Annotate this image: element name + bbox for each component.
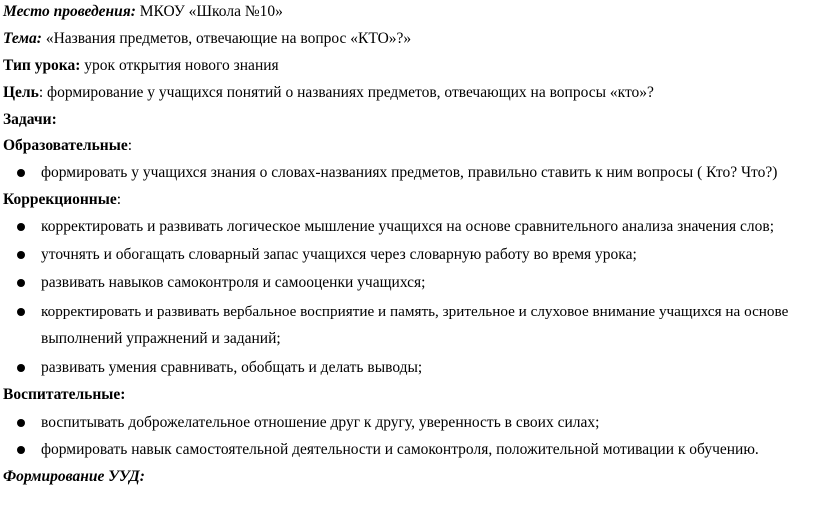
correctional-heading: Коррекционные (3, 191, 117, 208)
bullet-icon (17, 251, 25, 259)
goal-line (3, 83, 654, 103)
venue-line (3, 2, 283, 22)
list-item: формировать у учащихся знания о словах-названиях предметов, правильно ставить к ним вопросы ( Кто? Что?) (41, 164, 778, 181)
bullet-icon (17, 419, 25, 427)
educational-heading-line (3, 136, 132, 156)
correctional-heading-line (3, 190, 121, 210)
lesson-type-line (3, 56, 279, 76)
list-item: формировать навык самостоятельной деятельности и самоконтроля, положительной мотивации к обучению. (41, 441, 759, 458)
list-item: развивать навыков самоконтроля и самооценки учащихся; (41, 274, 426, 291)
list-item: развивать умения сравнивать, обобщать и делать выводы; (41, 359, 423, 376)
educational-heading: Образовательные (3, 137, 128, 154)
list-item: корректировать и развивать логическое мышление учащихся на основе сравнительного анализа значения слов; (41, 218, 775, 235)
goal-label: Цель (3, 84, 39, 101)
goal-value: : формирование у учащихся понятий о названиях предметов, отвечающих на вопросы «кто»? (38, 84, 654, 101)
correctional-colon: : (116, 191, 122, 208)
educational-colon: : (127, 137, 133, 154)
topic-line (3, 29, 411, 49)
bullet-icon (17, 169, 25, 177)
list-item: корректировать и развивать вербальное восприятие и память, зрительное и слуховое внимание учащихся на основе (41, 303, 789, 320)
tasks-heading: Задачи: (3, 111, 57, 128)
bullet-icon (17, 364, 25, 372)
list-item: уточнять и обогащать словарный запас учащихся через словарную работу во время урока; (41, 246, 637, 263)
upbringing-heading: Воспитательные: (3, 386, 126, 403)
topic-value: «Названия предметов, отвечающие на вопрос «КТО»?» (41, 30, 412, 47)
list-item: воспитывать доброжелательное отношение друг к другу, уверенность в своих силах; (41, 414, 600, 431)
list-item-continuation: выполнений упражнений и заданий; (41, 330, 281, 347)
topic-label: Тема: (3, 30, 42, 47)
bullet-icon (17, 223, 25, 231)
bullet-icon (17, 446, 25, 454)
uud-heading: Формирование УУД: (3, 468, 145, 485)
lesson-type-label: Тип урока: (3, 57, 81, 74)
venue-label: Место проведения: (3, 3, 136, 20)
bullet-icon (17, 308, 25, 316)
venue-value: МКОУ «Школа №10» (135, 3, 283, 20)
lesson-type-value: урок открытия нового знания (80, 57, 279, 74)
bullet-icon (17, 279, 25, 287)
